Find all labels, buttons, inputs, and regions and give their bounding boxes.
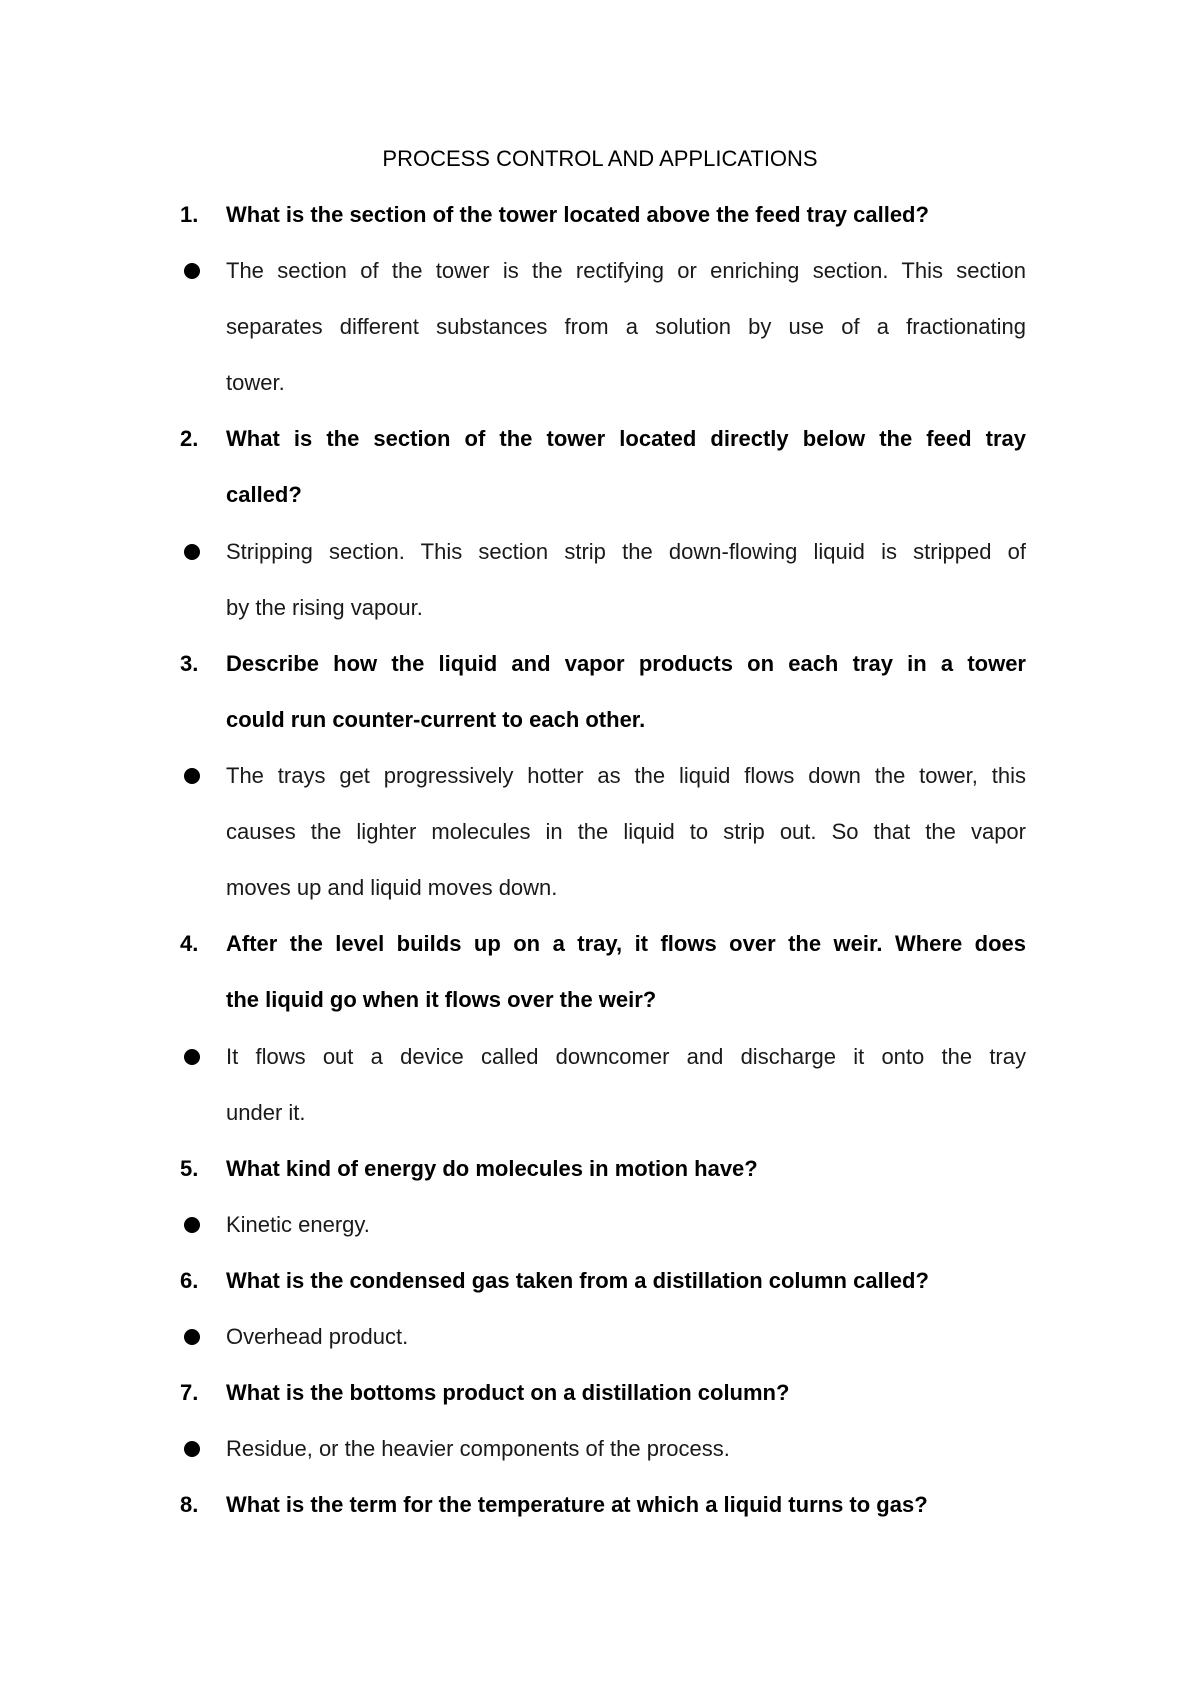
question-text: What is the condensed gas taken from a distillation column called? — [226, 1268, 929, 1293]
question-text: What is the section of the tower located directly below the feed tray — [226, 426, 1026, 451]
answer-text: The trays get progressively hotter as the liquid flows down the tower, this — [226, 763, 1026, 788]
answer-text: under it. — [226, 1100, 306, 1125]
question-text: What is the section of the tower located above the feed tray called? — [226, 202, 929, 227]
answer-text: Residue, or the heavier components of the process. — [226, 1436, 730, 1461]
answer-text: It flows out a device called downcomer and discharge it onto the tray — [226, 1044, 1026, 1069]
question-text: Describe how the liquid and vapor products on each tray in a tower — [226, 651, 1026, 676]
question-text: could run counter-current to each other. — [226, 707, 646, 732]
question-text: called? — [226, 482, 302, 507]
answer-text: Overhead product. — [226, 1324, 409, 1349]
answer-text: by the rising vapour. — [226, 595, 423, 620]
bullet-icon — [184, 1441, 200, 1457]
answer-text: Stripping section. This section strip the down-flowing liquid is stripped of — [226, 539, 1026, 564]
answer-text: The section of the tower is the rectifying or enriching section. This section — [226, 258, 1026, 283]
question-number: 8. — [180, 1492, 199, 1517]
bullet-icon — [184, 1329, 200, 1345]
question-number: 1. — [180, 202, 199, 227]
bullet-icon — [184, 1217, 200, 1233]
question-number: 3. — [180, 651, 199, 676]
question-text: the liquid go when it flows over the weir? — [226, 987, 657, 1012]
bullet-icon — [184, 263, 200, 279]
question-number: 4. — [180, 931, 199, 956]
question-number: 6. — [180, 1268, 199, 1293]
bullet-icon — [184, 1049, 200, 1065]
question-number: 2. — [180, 426, 199, 451]
question-text: What kind of energy do molecules in motion have? — [226, 1156, 758, 1181]
answer-text: Kinetic energy. — [226, 1212, 370, 1237]
question-text: What is the bottoms product on a distillation column? — [226, 1380, 790, 1405]
question-number: 7. — [180, 1380, 199, 1405]
question-number: 5. — [180, 1156, 199, 1181]
answer-text: separates different substances from a solution by use of a fractionating — [226, 314, 1026, 339]
question-text: What is the term for the temperature at which a liquid turns to gas? — [226, 1492, 928, 1517]
answer-text: tower. — [226, 370, 285, 395]
question-text: After the level builds up on a tray, it flows over the weir. Where does — [226, 931, 1026, 956]
page-title: PROCESS CONTROL AND APPLICATIONS — [382, 146, 818, 171]
bullet-icon — [184, 544, 200, 560]
answer-text: causes the lighter molecules in the liquid to strip out. So that the vapor — [226, 819, 1026, 844]
bullet-icon — [184, 768, 200, 784]
answer-text: moves up and liquid moves down. — [226, 875, 558, 900]
